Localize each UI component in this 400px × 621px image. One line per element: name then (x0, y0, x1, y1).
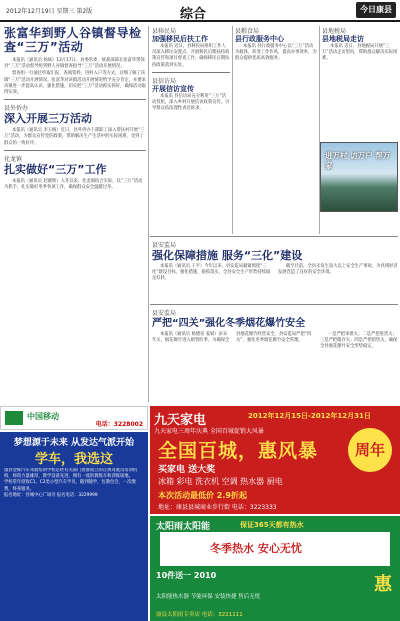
story8-title: 强化保障措施 服务“三化”建设 (152, 249, 303, 262)
story1-body (4, 58, 146, 96)
paragraph: 本报讯（通讯员 李玉梅）近日，县外侨办干部职工深入帮扶村开展“三万”活动，为群众宣传党的政策，帮助解决生产生活中的实际困难，受到了群众的一致好评。 (4, 128, 145, 146)
story8-kicker: 县安监局 (152, 242, 177, 249)
story2-body (4, 128, 146, 147)
appliance-ad (150, 406, 400, 514)
section-title: 综合 (180, 7, 207, 22)
ad-line: 地址：康县县城商业步行街 电话：3223333 (158, 504, 277, 511)
story9-title: 严把“四关”强化冬季烟花爆竹安全 (152, 318, 306, 329)
ad-line: 本次活动最低价 2.9折起 (158, 491, 247, 500)
paragraph: 督查组一行通过听取汇报、查阅资料、进村入户等方式，详细了解了该镇“三万”活动开展情况。张富华对该镇活动开展情况给予充分肯定，并要求该镇进一步提高认识、强化措施，切实把“三万”活动抓实抓好，确保活动取得实效。 (4, 71, 146, 96)
story8-body (152, 264, 398, 283)
mobile-ad (0, 406, 148, 430)
center-column (235, 26, 317, 236)
paragraph: 本报讯（通讯员 王平）今年以来，县安监局紧紧围绕“三化”建设目标，强化措施，狠抓落实，全县安全生产形势持续稳定好转。 (152, 264, 271, 282)
paragraph: 本报讯（通讯员 杨德泉 姜斌）岁末年关，烟花爆竹进入销售旺季。为确保全县烟花爆竹经营安全，县安监局严把“四关”，强化冬季烟花爆竹安全管理。 (152, 332, 312, 344)
story1-title: 张富华到野人谷镇督导检查“三万”活动 (4, 26, 142, 54)
page-header (0, 0, 400, 22)
right-column (322, 26, 398, 140)
story3-title: 扎实做好“三万”工作 (4, 162, 107, 176)
story4-title: 加强移民后扶工作 (152, 35, 208, 43)
ad-line: 冰箱 彩电 洗衣机 空调 热水器 厨电 (158, 477, 283, 486)
masthead-logo: 今日康县 (356, 2, 396, 18)
ad-discount: 惠 (374, 574, 392, 595)
story7-kicker: 县地税局 (322, 28, 347, 35)
ad-brand: 太阳雨太阳能 (156, 522, 211, 532)
paragraph: 本报讯 县行政服务中心以“三万”活动为载体，转变工作作风，提高办事效率，为群众提供优质高效服务。 (235, 44, 317, 62)
paragraph: 本报讯 近日，县移民局组织工作人员深入移民安置点，开展移民后期扶持政策宣传和项目督查工作，确保移民后期扶持政策落到实处。 (152, 44, 230, 68)
ad-hero-text: 冬季热水 安心无忧 (210, 542, 302, 555)
solar-heater-ad (150, 516, 400, 621)
ad-line: 买家电 送大奖 (158, 465, 216, 475)
ad-slogan: 保证365天都有热水 (240, 521, 304, 529)
story8 (152, 240, 398, 300)
story9-kicker: 县安监局 (152, 310, 177, 317)
story4-kicker: 县移民局 (152, 28, 177, 35)
ad-address: 康县太阳雨专卖店 电话：3221111 (156, 612, 243, 618)
ad-title: 梦想源于未来 从发达气派开始 (13, 438, 135, 448)
paragraph: 本报讯 近日，县地税局开展“三万”活动走访慰问，帮助群众解决实际困难。 (322, 44, 398, 62)
story6-title: 县行政服务中心 (235, 35, 284, 43)
ad-items: 太阳能热水器 节能环保 安装快捷 售后无忧 (156, 594, 261, 600)
paragraph: 本报讯（通讯员 赵晓辉）入冬以来，化龙镇结合实际，以“三万”活动为抓手，扎实做好冬季各项工作，确保群众安全温暖过冬。 (4, 178, 143, 191)
story3-body (4, 179, 146, 191)
middle-column (152, 26, 230, 236)
paragraph: 一是严把审批关；二是严把进货关；三是严把储存关；四是严把销售关，确保全县烟花爆竹安全形势稳定。 (320, 332, 398, 350)
paragraph: 截至目前，全县未发生较大以上安全生产事故，为县域经济发展营造了良好的安全环境。 (278, 264, 398, 276)
story7-title: 县地税局走访 (322, 35, 364, 43)
photo-caption: 进万村 访万户 帮万家 (325, 151, 391, 170)
ad-promo: 10件送一 2010 (156, 571, 217, 580)
story2-kicker: 县外侨办 (4, 105, 29, 113)
driving-school-ad (0, 432, 148, 621)
paragraph: 本报讯（通讯员 杨斌）12月17日，县委常委、统战部部长张富华带领县“三万”活动督导组到野人谷镇督查指导“三万”活动开展情况。 (4, 58, 145, 70)
paragraph: 报名地址：县城中心广场旁 报名电话：3229999 (4, 492, 98, 498)
ad-headline: 全国百城，惠风暴 (158, 440, 319, 462)
ad-brand: 中国移动 (27, 412, 59, 421)
china-mobile-logo-icon (5, 411, 23, 425)
issue-date: 2012年12月19日 星期三 第2版 (6, 8, 93, 15)
story3-kicker: 化龙镇 (4, 155, 23, 163)
paragraph: 学校常年招收C1、C2类小型汽车学员，随到随学，包教包会，一次缴费，终身服务。 (4, 480, 136, 492)
bridge-photo (320, 142, 398, 212)
paragraph: 本报讯 县信访局充分利用“三万”活动契机，深入乡村开展信访政策宣传，引导群众依法理性表达诉求。 (152, 93, 230, 112)
ad-phone: 电话：3228002 (95, 421, 143, 428)
story5-kicker: 县信访局 (152, 77, 177, 85)
ad-date: 2012年12月15日-2012年12月31日 (248, 412, 371, 420)
left-column (4, 26, 146, 404)
paragraph: 康县金辉汽车驾驶培训学校是经有关部门批准成立的正规驾驶员培训机构，师资力量雄厚，教学设备先进，拥有一流的教练车和训练场地。 (4, 468, 138, 480)
ad-brand: 九天家电 (154, 413, 207, 428)
story5-title: 开展信访宣传 (152, 84, 194, 93)
story2-title: 深入开展三万活动 (4, 112, 92, 126)
ad-strip: 九天家电三周年庆典 全国百城促销大风暴 (154, 428, 264, 435)
story9-body (152, 332, 398, 351)
story9 (152, 308, 398, 402)
ad-body (4, 468, 144, 618)
anniversary-badge: 周年庆 (348, 428, 392, 472)
story6-kicker: 县粮食局 (235, 28, 260, 35)
ad-subtitle: 学车，我选这 (34, 452, 113, 467)
